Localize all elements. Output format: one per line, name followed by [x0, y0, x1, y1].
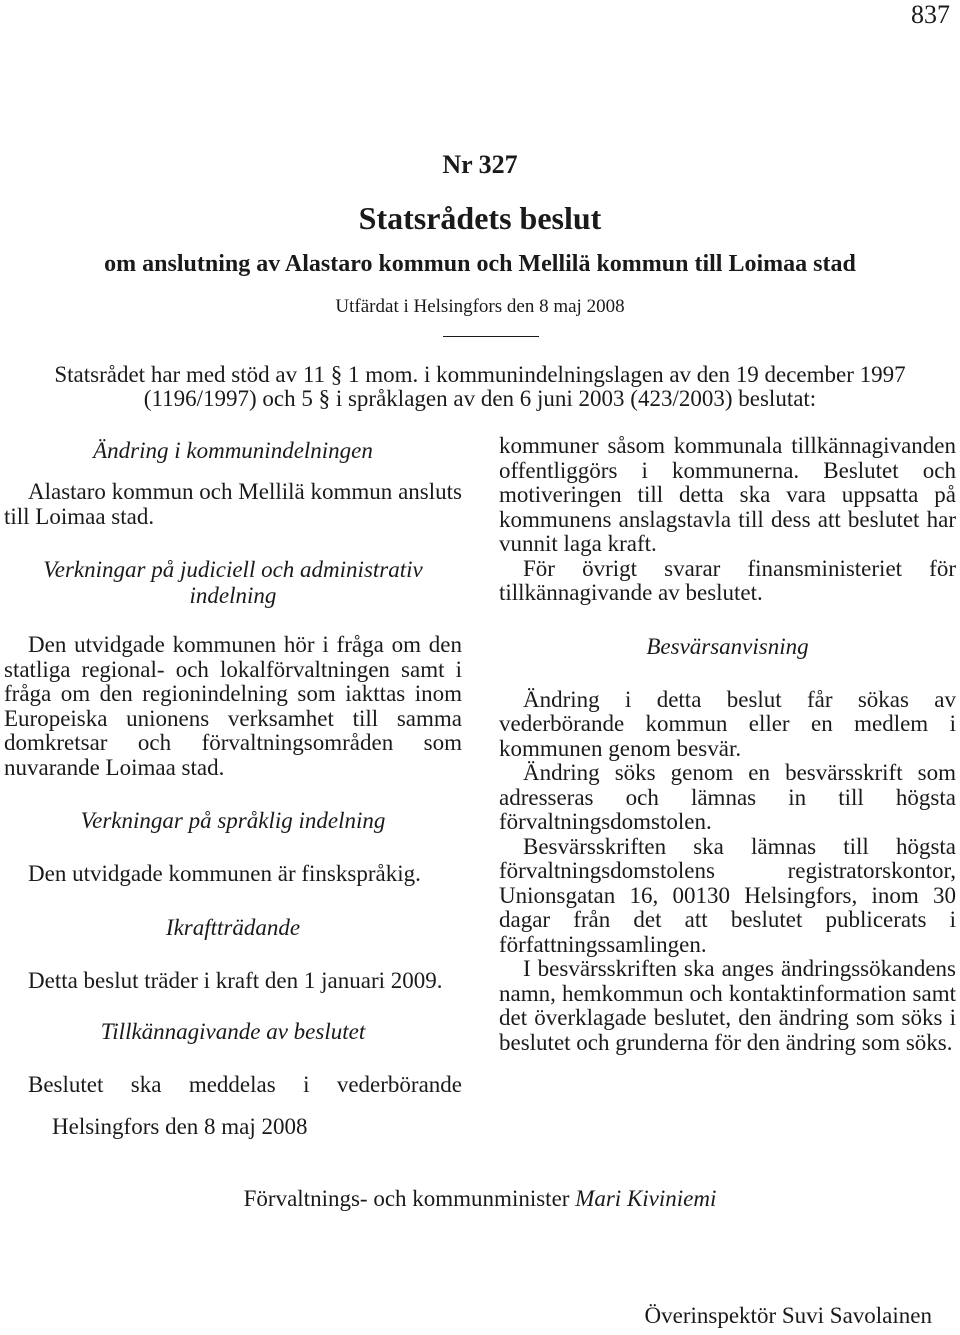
minister-title: Förvaltnings- och kommunminister	[243, 1186, 570, 1211]
title-divider	[443, 336, 539, 337]
document-subtitle: om anslutning av Alastaro kommun och Mellilä kommun till Loimaa stad	[104, 251, 856, 277]
left-column	[4, 434, 462, 1098]
para-entry: Detta beslut träder i kraft den 1 januari 2009.	[28, 967, 443, 993]
inspector-signature: Överinspektör Suvi Savolainen	[644, 1303, 932, 1328]
heading-entry: Ikraftträdande	[165, 914, 301, 940]
issued-line: Utfärdat i Helsingfors den 8 maj 2008	[335, 296, 625, 317]
para-appeal-3: Besvärsskriften ska lämnas till högsta förvaltningsdomstolens registratorskontor, Unionsgatan 16, 00130 Helsingfors, inom 30 dagar från det att beslutet publicerats i författningssamlingen.	[499, 833, 956, 957]
document-number: Nr 327	[442, 150, 518, 179]
para-change: Alastaro kommun och Mellilä kommun ansluts till Loimaa stad.	[4, 479, 462, 529]
para-appeal-4: I besvärsskriften ska anges ändringssökandens namn, hemkommun och kontaktinformation samt det överklagade beslutet, den ändring som söks i beslutet och grunderna för den ändring som söks.	[499, 956, 956, 1055]
minister-signature	[0, 1186, 960, 1212]
heading-judicial: Verkningar på judiciell och administrativ indelning	[43, 557, 423, 608]
para-announce-start: Beslutet ska meddelas i vederbörande	[28, 1072, 462, 1097]
para-judicial: Den utvidgade kommunen hör i fråga om den statliga regional- och lokalförvaltningen samt i fråga om den regionindelning som iakttas inom Europeiska unionens verksamhet till samma domkretsar och förvaltningsområden som nuvarande Loimaa stad.	[4, 632, 462, 780]
para-language: Den utvidgade kommunen är finskspråkig.	[28, 861, 421, 886]
para-ministry: För övrigt svarar finansministeriet för tillkännagivande av beslutet.	[499, 555, 956, 605]
heading-appeal: Besvärsanvisning	[646, 633, 809, 659]
heading-language: Verkningar på språklig indelning	[80, 808, 386, 833]
document-title: Statsrådets beslut	[358, 200, 602, 236]
intro-line-2: (1196/1997) och 5 § i språklagen av den 6 juni 2003 (423/2003) beslutat:	[143, 386, 817, 411]
heading-change: Ändring i kommunindelningen	[93, 438, 373, 463]
para-appeal-1: Ändring i detta beslut får sökas av vederbörande kommun eller en medlem i kommunen genom besvär.	[499, 686, 956, 761]
place-date: Helsingfors den 8 maj 2008	[52, 1114, 308, 1139]
minister-name: Mari Kiviniemi	[575, 1186, 717, 1211]
para-announce-cont: kommuner såsom kommunala tillkännagivanden offentliggörs i kommunerna. Beslutet och motiveringen till detta ska vara uppsatta på kommunens anslagstavla till dess att beslutet har vunnit laga kraft.	[499, 433, 956, 556]
intro-line-1: Statsrådet har med stöd av 11 § 1 mom. i kommunindelningslagen av den 19 december 1997	[54, 362, 906, 387]
right-column	[499, 434, 956, 1055]
heading-announce: Tillkännagivande av beslutet	[100, 1019, 366, 1044]
page-number: 837	[911, 0, 950, 29]
para-appeal-2: Ändring söks genom en besvärsskrift som adresseras och lämnas in till högsta förvaltningsdomstolen.	[499, 760, 956, 834]
